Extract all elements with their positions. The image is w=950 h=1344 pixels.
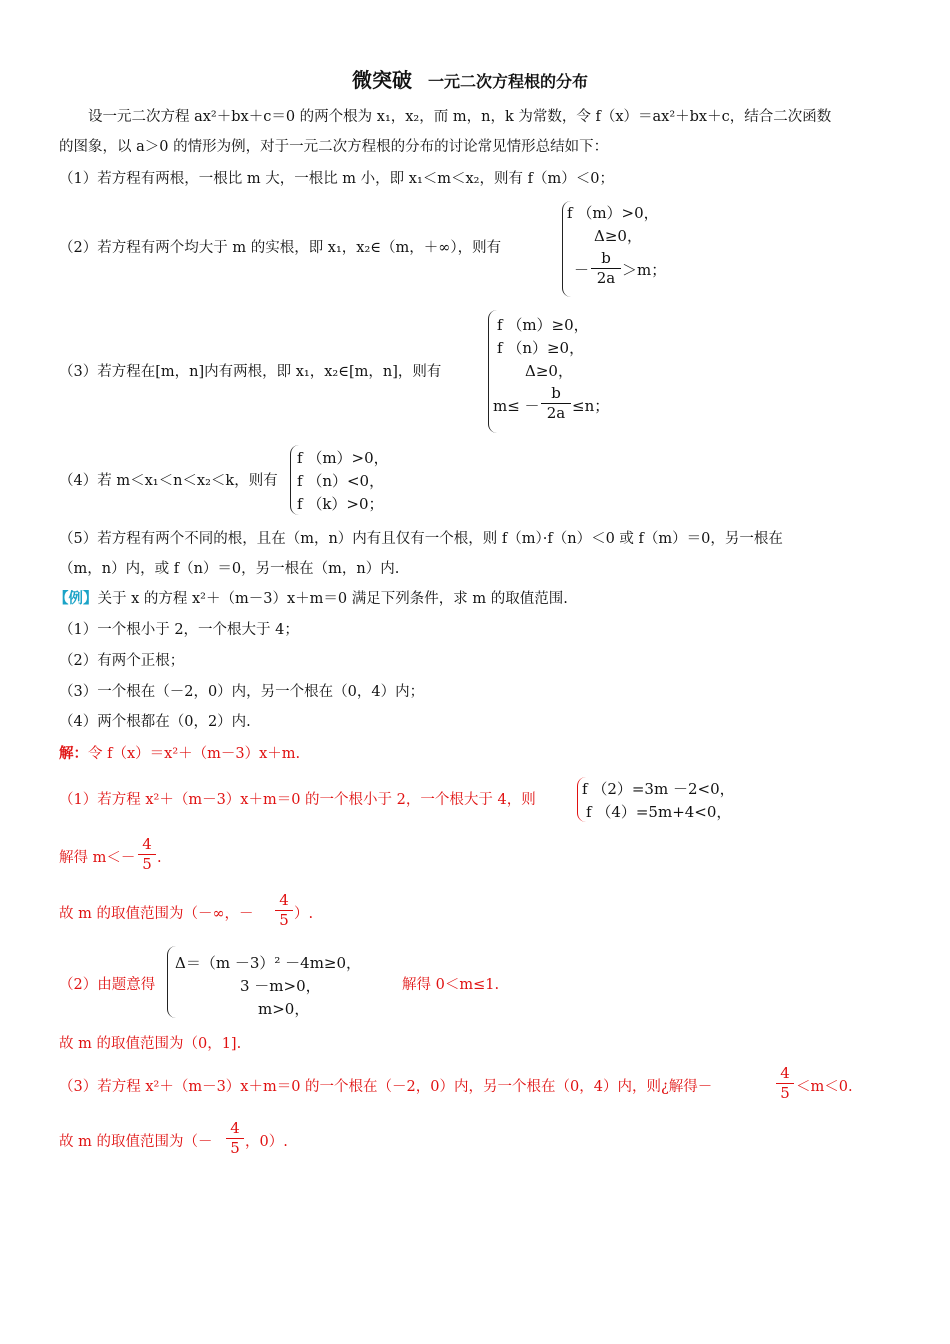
solution-2-l1: Δ＝（m －3）² －4m≥0， [175,954,362,972]
solution-1-fraction [138,836,156,873]
case-3-l4a: m≤ － [493,397,540,415]
intro-line-2: 的图象，以 a＞0 的情形为例，对于一元二次方程根的分布的讨论常见情形总结如下： [59,139,609,155]
case-2-text: （2）若方程有两个均大于 m 的实根，即 x₁，x₂∈（m，＋∞），则有 [59,240,502,256]
case-4-l3: f （k）>0； [297,495,384,513]
example-stem-text: 关于 x 的方程 x²＋（m－3）x＋m＝0 满足下列条件，求 m 的取值范围. [97,591,568,607]
solution-3-range-fraction [226,1120,244,1157]
fraction-denominator: 2a [546,404,566,422]
case-3-l2: f （n）≥0， [497,339,585,357]
case-3-l3: Δ≥0， [525,362,573,380]
fraction-denominator: 5 [230,1139,240,1157]
solution-1-l1: f （2）=3m －2<0， [582,780,735,798]
case-3-text: （3）若方程在[m，n]内有两根，即 x₁，x₂∈[m，n]，则有 [59,364,442,380]
case-2-l1: f （m）>0， [567,204,659,222]
case-3-l1: f （m）≥0， [497,316,589,334]
case-4-text: （4）若 m＜x₁＜n＜x₂＜k，则有 [59,473,278,489]
solution-3-result-end: ＜m＜0. [796,1079,853,1095]
solution-3-range-end: ，0）. [245,1134,288,1150]
solution-3-fraction [776,1065,794,1102]
case-2-fraction [591,250,621,287]
solution-2-result: 解得 0＜m≤1. [402,977,500,993]
example-q2: （2）有两个正根； [59,653,185,669]
solution-1-result-end: . [157,850,162,866]
example-stem [54,589,568,609]
solution-2-l3: m>0， [258,1000,310,1018]
case-3-l4b: ≤n； [572,397,610,415]
solution-intro [59,744,300,764]
solution-3-text: （3）若方程 x²＋（m－3）x＋m＝0 的一个根在（－2，0）内，另一个根在（0，4）内，则¿解得－ [59,1079,713,1095]
solution-3-range: 故 m 的取值范围为（－ [59,1134,213,1150]
title-main: 微突破 [352,68,412,92]
case-4-l1: f （m）>0， [297,449,389,467]
case-5-line-2: （m，n）内，或 f（n）＝0，另一根在（m，n）内. [59,561,400,577]
case-1: （1）若方程有两根，一根比 m 大，一根比 m 小，即 x₁＜m＜x₂，则有 f（m）＜0； [59,171,614,187]
fraction-numerator: b [551,384,561,402]
solution-1-range-end: ）. [294,906,314,922]
example-tag: 【例】 [54,590,98,607]
case-2-l2: Δ≥0， [594,227,642,245]
solution-2-text: （2）由题意得 [59,977,156,993]
solution-2-range: 故 m 的取值范围为（0，1]. [59,1036,242,1052]
solution-2-l2: 3 －m>0， [240,977,321,995]
case-3-fraction [541,385,571,422]
example-q4: （4）两个根都在（0，2）内. [59,714,251,730]
solution-1-range-fraction [275,892,293,929]
intro-line-1: 设一元二次方程 ax²＋bx＋c＝0 的两个根为 x₁，x₂，而 m，n，k 为常数，令 f（x）＝ax²＋bx＋c，结合二次函数 [88,109,832,125]
example-q1: （1）一个根小于 2，一个根大于 4； [59,622,299,638]
solution-intro-text: 令 f（x）＝x²＋（m－3）x＋m. [88,746,301,762]
solution-1-result: 解得 m＜－ [59,850,136,866]
fraction-denominator: 5 [142,855,152,873]
case-2-l3b: ＞m； [622,261,667,279]
case-4-l2: f （n）<0， [297,472,385,490]
page-title [352,64,588,93]
solution-1-range: 故 m 的取值范围为（－∞，－ [59,906,254,922]
fraction-denominator: 5 [780,1084,790,1102]
fraction-denominator: 5 [279,911,289,929]
fraction-numerator: 4 [279,891,289,909]
fraction-numerator: 4 [230,1119,240,1137]
case-5-line-1: （5）若方程有两个不同的根，且在（m，n）内有且仅有一个根，则 f（m）·f（n）＜0 或 f（m）＝0，另一根在 [59,531,783,547]
title-sub: 一元二次方程根的分布 [428,72,589,91]
example-q3: （3）一个根在（－2，0）内，另一个根在（0，4）内； [59,684,425,700]
solution-1-l2: f （4）=5m+4<0， [586,803,732,821]
solution-head: 解： [59,745,88,762]
fraction-denominator: 2a [596,269,616,287]
fraction-numerator: 4 [780,1064,790,1082]
fraction-numerator: b [601,249,611,267]
fraction-numerator: 4 [142,835,152,853]
solution-1-text: （1）若方程 x²＋（m－3）x＋m＝0 的一个根小于 2，一个根大于 4，则 [59,792,536,808]
case-2-l3a: － [574,261,590,279]
